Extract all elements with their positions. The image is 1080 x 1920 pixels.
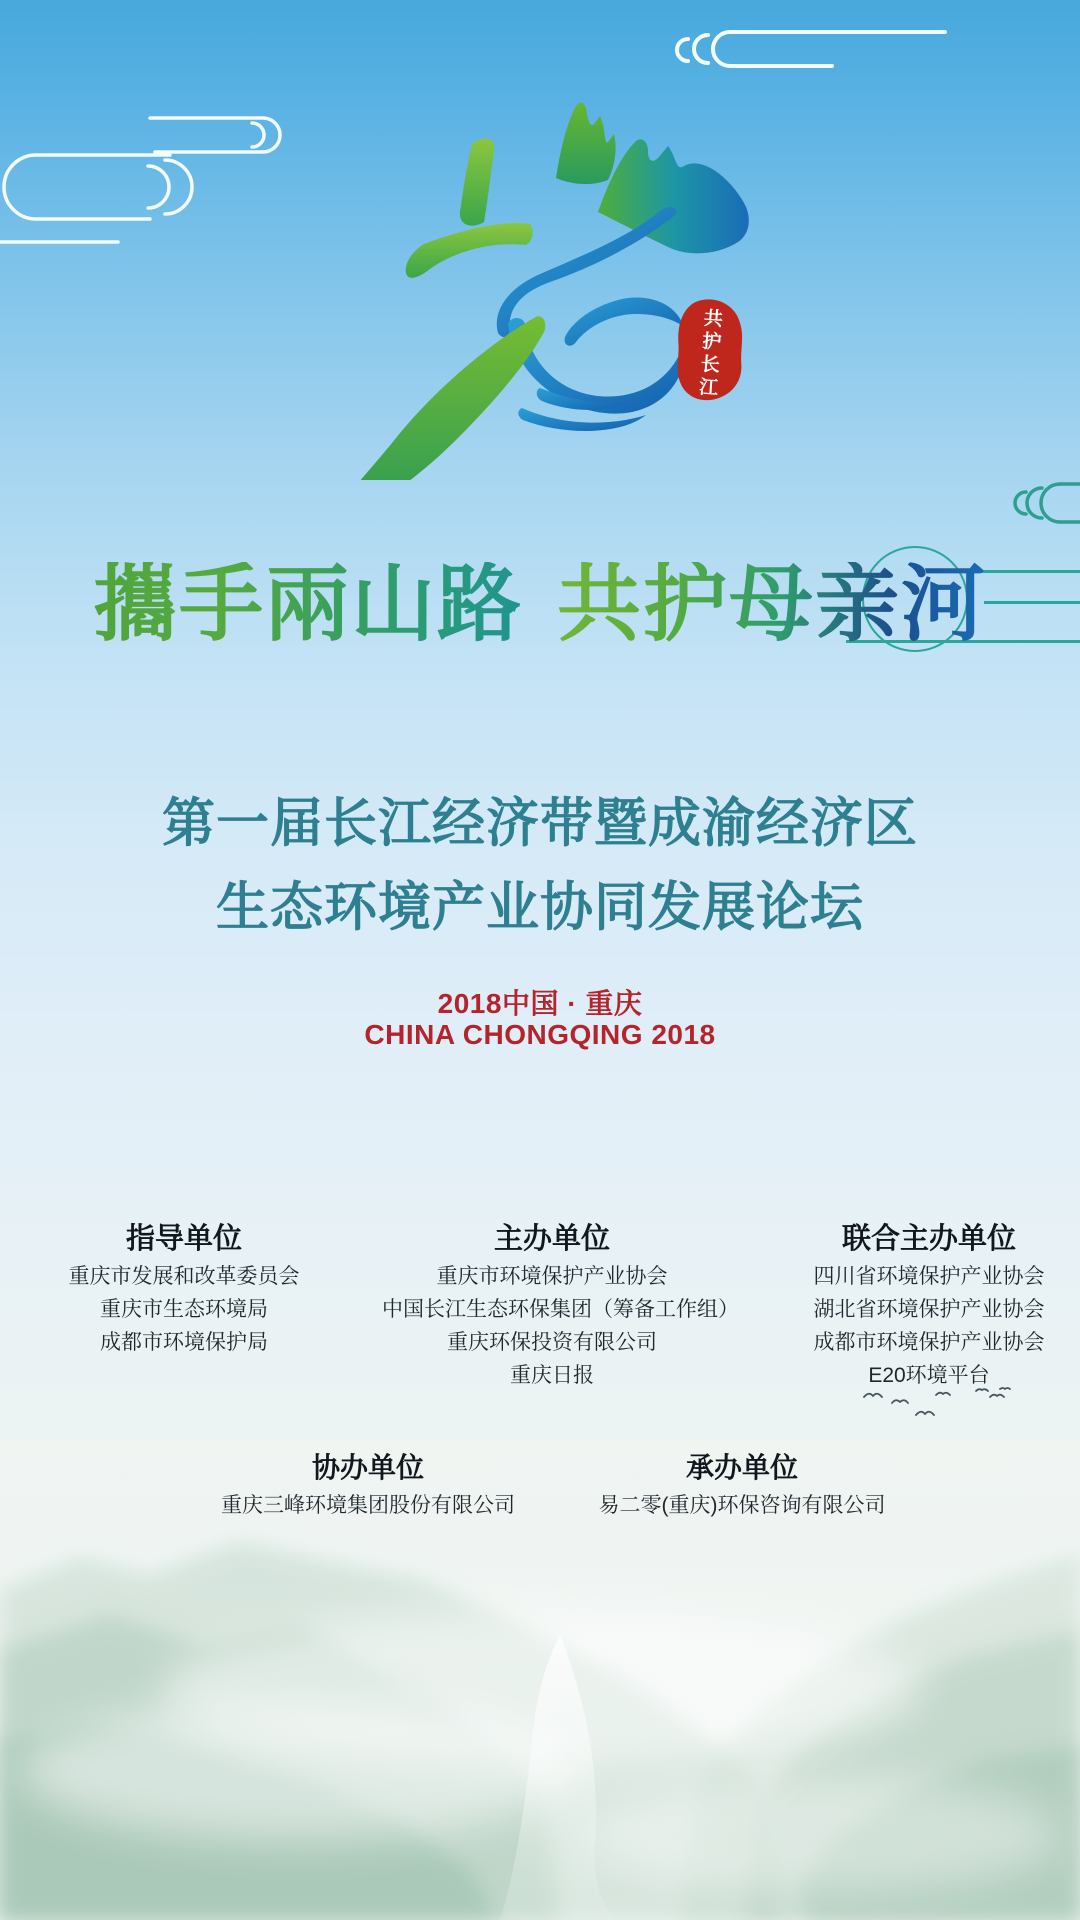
org-item: 重庆市生态环境局: [100, 1298, 268, 1321]
section-co-organizer-header: 协办单位: [311, 1452, 424, 1483]
event-date-en: CHINA CHONGQING 2018: [364, 1019, 716, 1050]
org-item: 重庆日报: [510, 1364, 594, 1387]
forum-title-line2: 生态环境产业协同发展论坛: [216, 878, 864, 937]
logo-brush-mark: [240, 80, 780, 480]
slogan-part2: 共护母亲河: [557, 557, 988, 651]
seal-stamp: [675, 302, 744, 406]
forum-title: [0, 782, 1080, 950]
org-item: E20环境平台: [868, 1364, 990, 1387]
org-item: 四川省环境保护产业协会: [813, 1265, 1045, 1288]
org-item: 成都市环境保护产业协会: [813, 1331, 1045, 1354]
section-joint-host: [749, 1222, 1080, 1392]
section-co-organizer: [198, 1451, 538, 1522]
forum-title-line1: 第一届长江经济带暨成渝经济区: [162, 794, 918, 853]
section-undertaker: [572, 1451, 912, 1522]
org-item: 成都市环境保护局: [100, 1331, 268, 1354]
org-item: 中国长江生态环保集团（筹备工作组）: [382, 1298, 739, 1321]
org-item: 重庆环保投资有限公司: [447, 1331, 657, 1354]
event-date-cn: 2018中国 · 重庆: [437, 988, 643, 1019]
cloud-motif-teal-icon: [1012, 478, 1080, 536]
org-item: 湖北省环境保护产业协会: [813, 1298, 1045, 1321]
birds-icon: [858, 1383, 1018, 1429]
section-host: [382, 1222, 739, 1392]
event-date: [0, 988, 1080, 1050]
cloud-motif-top-icon: [610, 15, 970, 75]
org-item: 重庆市环境保护产业协会: [436, 1265, 668, 1288]
mountain-landscape: [0, 1440, 1080, 1920]
org-item: 重庆三峰环境集团股份有限公司: [221, 1494, 515, 1517]
section-guidance-header: 指导单位: [125, 1223, 242, 1255]
org-item: 易二零(重庆)环保咨询有限公司: [598, 1494, 886, 1517]
section-undertaker-header: 承办单位: [685, 1452, 798, 1483]
org-item: 重庆市发展和改革委员会: [68, 1265, 300, 1288]
section-guidance: [24, 1222, 344, 1359]
slogan-part1: 攜手兩山路: [92, 557, 523, 651]
slogan: [0, 534, 1080, 674]
section-host-header: 主办单位: [493, 1223, 610, 1255]
seal-text: 共护长江: [695, 307, 723, 401]
section-joint-host-header: 联合主办单位: [841, 1223, 1016, 1255]
